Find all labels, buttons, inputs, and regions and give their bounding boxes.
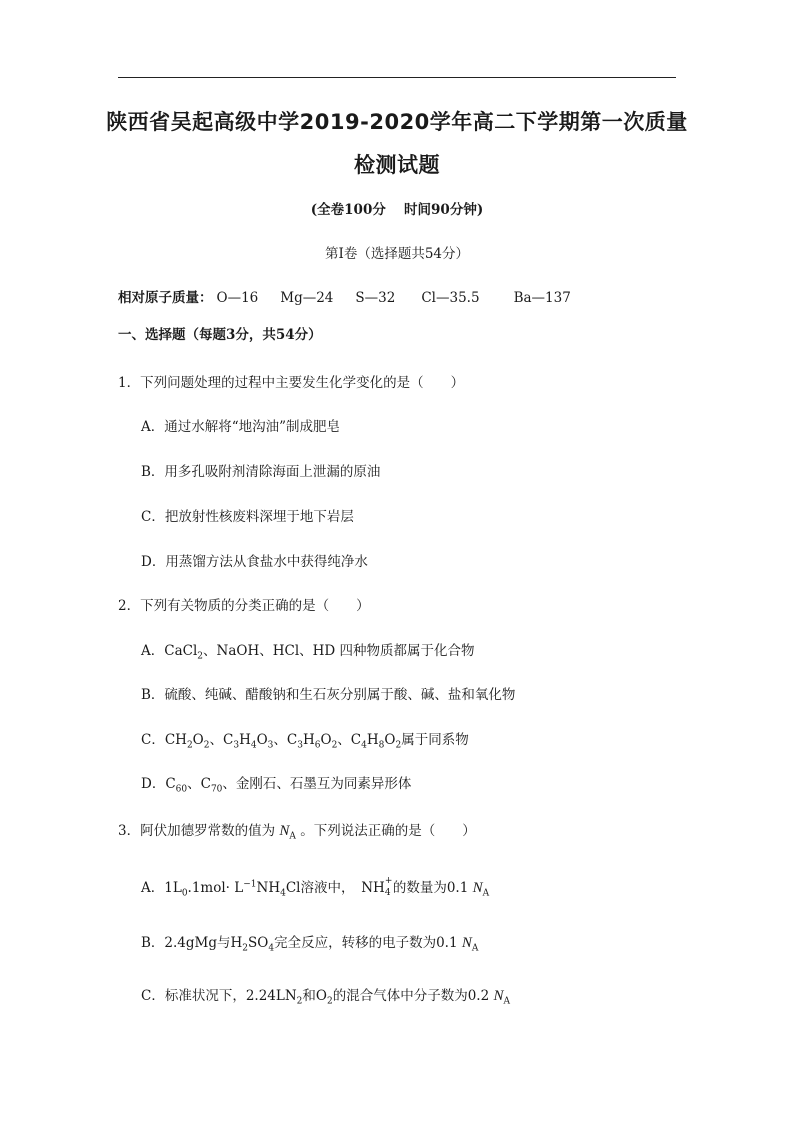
question-2-stem: 2．下列有关物质的分类正确的是（ ）: [118, 598, 370, 614]
atomic-mass-s: S—32: [355, 290, 396, 306]
question-1-stem: 1．下列问题处理的过程中主要发生化学变化的是（ ）: [118, 375, 465, 391]
atomic-mass-line: [118, 289, 571, 307]
question-1-option-d: D．用蒸馏方法从食盐水中获得纯净水: [141, 554, 368, 570]
question-3-stem: 3．阿伏加德罗常数的值为 $N_A$ 。下列说法正确的是（ ）: [118, 823, 476, 842]
question-2-option-c: C．$CH_2O_2$、$C_3H_4O_3$、$C_3H_6O_2$、$C_4H_8O_2$属于同系物: [141, 732, 469, 751]
part-heading: 一、选择题（每题3分，共54分）: [118, 327, 322, 343]
question-3-option-a: A．$1L_0.1mol\cdot L^{-1}NH_4Cl$溶液中， NH + 4 的数量为0.1 $N_A$: [141, 876, 490, 899]
atomic-mass-o: O—16: [216, 290, 259, 306]
header-rule: [118, 77, 676, 78]
question-2-option-b: B．硫酸、纯碱、醋酸钠和生石灰分别属于酸、碱、盐和氧化物: [141, 687, 516, 703]
atomic-mass-cl: Cl—35.5: [421, 290, 480, 306]
atomic-mass-ba: Ba—137: [513, 290, 571, 306]
section-header: 第Ⅰ卷（选择题共54分）: [324, 246, 469, 262]
question-3-option-b: B．2.4gMg与$H_2SO_4$完全反应，转移的电子数为0.1 $N_A$: [141, 935, 479, 954]
question-1-option-a: A．通过水解将“地沟油”制成肥皂: [141, 419, 341, 435]
atomic-mass-mg: Mg—24: [280, 290, 334, 306]
atomic-mass-label: 相对原子质量：: [118, 290, 213, 306]
question-1-option-b: B．用多孔吸附剂清除海面上泄漏的原油: [141, 464, 381, 480]
question-2-option-a: A．CaCl$_2$、NaOH、HCl、HD 四种物质都属于化合物: [141, 643, 475, 662]
question-1-option-c: C．把放射性核废料深埋于地下岩层: [141, 509, 354, 525]
exam-info: (全卷100分 时间90分钟): [310, 202, 484, 218]
title-line-2: 检测试题: [354, 153, 440, 177]
title-line-1: 陕西省吴起高级中学2019-2020学年高二下学期第一次质量: [106, 110, 688, 134]
question-2-option-d: D．$C_{60}$、$C_{70}$、金刚石、石墨互为同素异形体: [141, 776, 412, 795]
question-3-option-c: C．标准状况下，$2.24LN_2$和$O_2$的混合气体中分子数为0.2 $N_A$: [141, 988, 510, 1007]
